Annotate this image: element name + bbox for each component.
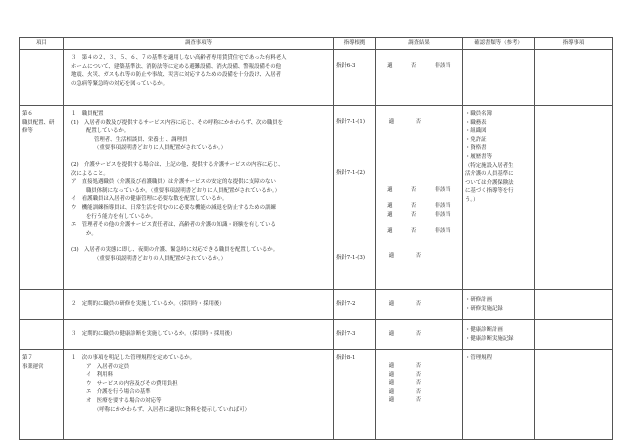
answer-option[interactable]: 否: [410, 211, 417, 218]
doc-item: ・組織図: [465, 128, 487, 135]
content-line: (1) 入居者の数及び提供するサービス内容に応じ、その呼称にかかわらず、次の職員を: [71, 119, 284, 126]
item-cell: [20, 320, 64, 350]
doc-item: ・履歴書等: [465, 153, 492, 160]
answer-option[interactable]: 否: [410, 203, 417, 210]
content-line: 配置しているか。: [86, 128, 130, 135]
answer-option[interactable]: 非該当: [434, 63, 451, 69]
docs-cell: [463, 50, 535, 106]
doc-note: 活介護の人員基準に: [465, 171, 514, 178]
content-line: イ 看護職員は入居者の健康管理に必要な数を配置しているか。: [71, 196, 228, 203]
result-cell: [376, 50, 463, 106]
doc-item: ・研修実施記録: [465, 305, 503, 312]
answer-option[interactable]: 適: [388, 388, 395, 395]
notes-cell: [535, 350, 613, 440]
doc-item: ・健康診断計画: [465, 326, 503, 333]
table-row: [20, 106, 613, 290]
content-line: か。: [86, 230, 97, 237]
content-line: （重要事項説明書どおりに人員配置がされているか。）: [94, 145, 227, 152]
section-title: １ 職員配置: [71, 111, 104, 117]
content-cell: [64, 320, 334, 350]
doc-item: ・免許証: [465, 136, 487, 143]
guideline-cell: 指針7-2: [334, 290, 376, 320]
docs-cell: [463, 106, 535, 290]
checklist-table: [19, 37, 613, 440]
content-line: 職員体制になっているか。（重要事項説明書どおりに人員配置がされているか。）: [86, 187, 281, 194]
doc-item: ・健康診断実施記録: [465, 335, 514, 342]
header-result: 調査結果: [376, 38, 463, 50]
answer-option[interactable]: 適: [388, 397, 395, 404]
header-notes: 指導事項: [535, 38, 613, 50]
content-cell: [64, 290, 334, 320]
content-line: 地震、火災、ガスもれ等の防止や事故、災害に対応するための設備を十分設け、入居者: [71, 72, 282, 79]
docs-cell: [463, 350, 535, 440]
header-docs: 確認書類等（参考）: [463, 38, 535, 50]
content-cell: [64, 50, 334, 106]
item-label: 第７: [22, 355, 33, 361]
answer-option[interactable]: 否: [415, 388, 422, 395]
content-line: 次によること。: [71, 170, 109, 177]
notes-cell: [535, 50, 613, 106]
content-line: ３ 第４の２、３、５、６、７の基準を適用しない高齢者専用賃貸住宅であった有料老人: [71, 55, 287, 61]
content-line: ウ 機能訓練指導員は、日常生活を営むのに必要な機能の減退を防止するための訓練: [71, 204, 276, 211]
answer-option[interactable]: 適: [388, 371, 395, 378]
content-line: （重要事項説明書どおりの人員配置がされているか。）: [94, 255, 227, 262]
item-label: 第６: [22, 111, 33, 117]
doc-item: ・職務表: [465, 119, 487, 126]
item-cell: [20, 350, 64, 440]
answer-option[interactable]: 適: [387, 228, 393, 235]
table-row: [20, 290, 613, 320]
header-guideline: 指導根拠: [334, 38, 376, 50]
answer-option[interactable]: 適: [387, 63, 393, 69]
answer-option[interactable]: 非該当: [434, 203, 451, 210]
docs-cell: [463, 290, 535, 320]
content-line: ウ サービスの内容及びその費用負担: [86, 380, 178, 387]
doc-item: ・職員名簿: [465, 111, 492, 117]
notes-cell: [535, 290, 613, 320]
answer-option[interactable]: 否: [415, 363, 422, 369]
item-label: 修等: [22, 128, 33, 135]
doc-item: ・管理規程: [465, 355, 492, 361]
result-cell: [376, 350, 463, 440]
notes-cell: [535, 320, 613, 350]
guideline-cell: 指針7-3: [334, 320, 376, 350]
header-item: 項目: [20, 38, 64, 50]
item-label: 事業運営: [22, 363, 44, 370]
item-label: 職員配置、研: [22, 119, 55, 126]
doc-note: う。）: [465, 196, 479, 203]
notes-cell: [535, 106, 613, 290]
guideline-ref: 指針7-1-(2): [336, 169, 365, 176]
content-line: エ 介護を行う場合の基準: [86, 389, 151, 396]
guideline-cell: 指針8-1: [334, 350, 376, 440]
answer-option[interactable]: 適: [387, 186, 393, 193]
answer-option[interactable]: 否: [415, 397, 422, 404]
answer-option[interactable]: 非該当: [434, 186, 451, 193]
result-cell: [376, 320, 463, 350]
content-line: ア 入居者の定員: [86, 363, 130, 370]
answer-option[interactable]: 否: [415, 119, 422, 125]
doc-item: ・研修計画: [465, 296, 492, 303]
answer-option[interactable]: 適: [388, 331, 395, 338]
content-line: イ 利用料: [86, 372, 113, 379]
answer-option[interactable]: 否: [415, 331, 422, 338]
guideline-cell: [334, 106, 376, 290]
content-line: (2) 介護サービスを提供する場合は、上記の他、提供する介護サービスの内容に応じ、: [71, 161, 284, 168]
doc-note: （特定施設入居者生: [465, 162, 514, 169]
answer-option[interactable]: 適: [387, 211, 393, 218]
guideline-ref: 指針7-1-(3): [336, 255, 365, 262]
answer-option[interactable]: 否: [410, 63, 417, 69]
answer-option[interactable]: 適: [387, 203, 393, 210]
content-line: 管理者、生活相談員、栄養士 、調理員: [94, 136, 188, 143]
doc-note: ついては介護保険法: [465, 179, 514, 186]
content-cell: [64, 106, 334, 290]
result-cell: [376, 106, 463, 290]
content-line: ２ 定期的に職員の研修を実施しているか。（採用時・採用後）: [71, 301, 225, 308]
item-cell: [20, 50, 64, 106]
answer-option[interactable]: 適: [388, 252, 395, 259]
doc-note: に基づく指導等を行: [465, 188, 514, 195]
content-line: を行う能力を有しているか。: [86, 213, 157, 220]
header-content: 調査事項等: [64, 38, 334, 50]
header-row: [20, 38, 613, 50]
answer-option[interactable]: 非該当: [434, 211, 451, 218]
result-cell: [376, 290, 463, 320]
answer-option[interactable]: 否: [410, 186, 417, 193]
guideline-cell: 指針6-3: [334, 50, 376, 106]
item-cell: [20, 106, 64, 290]
table-row: [20, 320, 613, 350]
answer-option[interactable]: 適: [388, 301, 395, 308]
answer-option[interactable]: 否: [415, 380, 422, 387]
content-line: の急病等緊急時の対応を図っているか。: [71, 80, 169, 87]
guideline-ref: 指針7-1-(1): [336, 119, 365, 125]
content-line: ホームについて、建築基準法、消防法等に定める避難設備、消火設備、警報設備その他: [71, 63, 282, 70]
content-line: ア 直接処遇職員（介護及び看護職員）は介護サービスの安定的な提供に支障のない: [71, 179, 276, 186]
content-line: オ 医療を要する場合の対応等: [86, 397, 162, 404]
answer-option[interactable]: 非該当: [434, 228, 451, 235]
answer-option[interactable]: 否: [415, 301, 422, 308]
answer-option[interactable]: 適: [388, 380, 395, 387]
answer-option[interactable]: 適: [388, 119, 395, 125]
content-line: (3) 入居者の実態に即し、夜間の介護、緊急時に対応できる職員を配置しているか。: [71, 247, 279, 254]
content-line: ３ 定期的に職員の健康診断を実施しているか。（採用時・採用後）: [71, 331, 236, 338]
content-line: エ 管理者その他の介護サービス責任者は、高齢者の介護の知識・経験を有している: [71, 222, 276, 229]
table-row: [20, 50, 613, 106]
content-line: （呼称にかかわらず、入居者に適切に資料を提示していれば可）: [94, 406, 250, 413]
docs-cell: [463, 320, 535, 350]
item-cell: [20, 290, 64, 320]
content-cell: [64, 350, 334, 440]
table-row: [20, 350, 613, 440]
section-title: １ 次の事項を明記した管理規程を定めているか。: [71, 355, 195, 361]
answer-option[interactable]: 否: [415, 371, 422, 378]
answer-option[interactable]: 適: [388, 363, 395, 369]
answer-option[interactable]: 否: [410, 228, 417, 235]
answer-option[interactable]: 否: [415, 252, 422, 259]
doc-item: ・資格書: [465, 145, 487, 152]
